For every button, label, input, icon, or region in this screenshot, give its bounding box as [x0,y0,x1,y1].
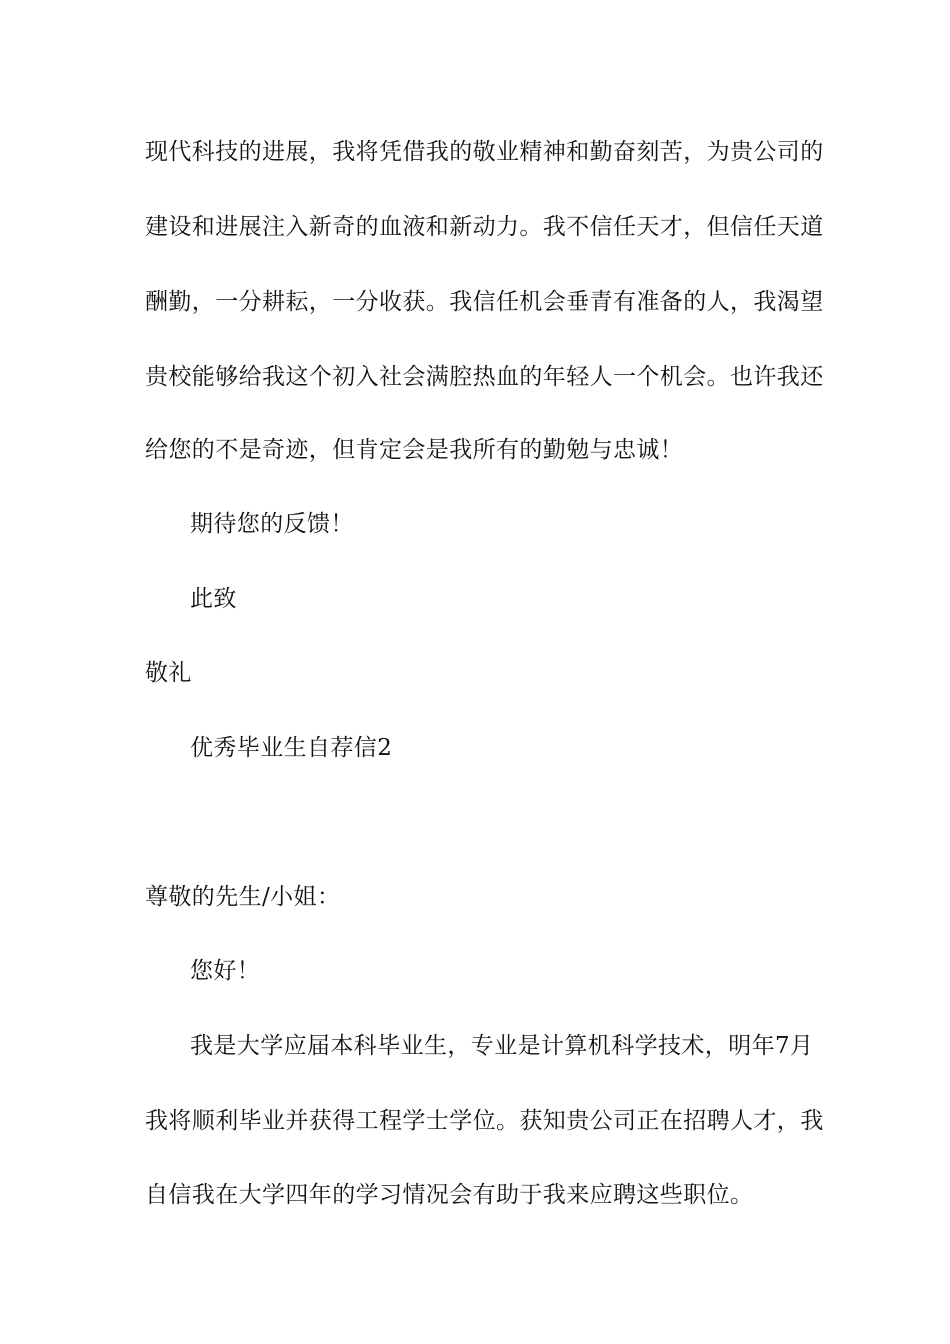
body-text-line: 酬勤，一分耕耘，一分收获。我信任机会垂青有准备的人，我渴望 [145,289,824,315]
body-text-line: 我是大学应届本科毕业生，专业是计算机科学技术，明年7月 [190,1033,814,1059]
closing-salute: 此致 [190,586,237,612]
body-text-line: 贵校能够给我这个初入社会满腔热血的年轻人一个机会。也许我还 [145,364,824,390]
body-text-line: 自信我在大学四年的学习情况会有助于我来应聘这些职位。 [145,1182,754,1208]
closing-expectation: 期待您的反馈！ [190,511,354,537]
closing-respect: 敬礼 [145,660,192,686]
section-title: 优秀毕业生自荐信2 [190,735,393,761]
body-text-line: 建设和进展注入新奇的血液和新动力。我不信任天才，但信任天道 [145,214,824,240]
body-text-line: 现代科技的进展，我将凭借我的敬业精神和勤奋刻苦，为贵公司的 [145,139,824,165]
body-text-line: 给您的不是奇迹，但肯定会是我所有的勤勉与忠诚！ [145,437,684,463]
greeting: 尊敬的先生/小姐： [145,884,341,910]
body-text-line: 我将顺利毕业并获得工程学士学位。获知贵公司正在招聘人才，我 [145,1108,824,1134]
hello-line: 您好！ [190,958,261,984]
